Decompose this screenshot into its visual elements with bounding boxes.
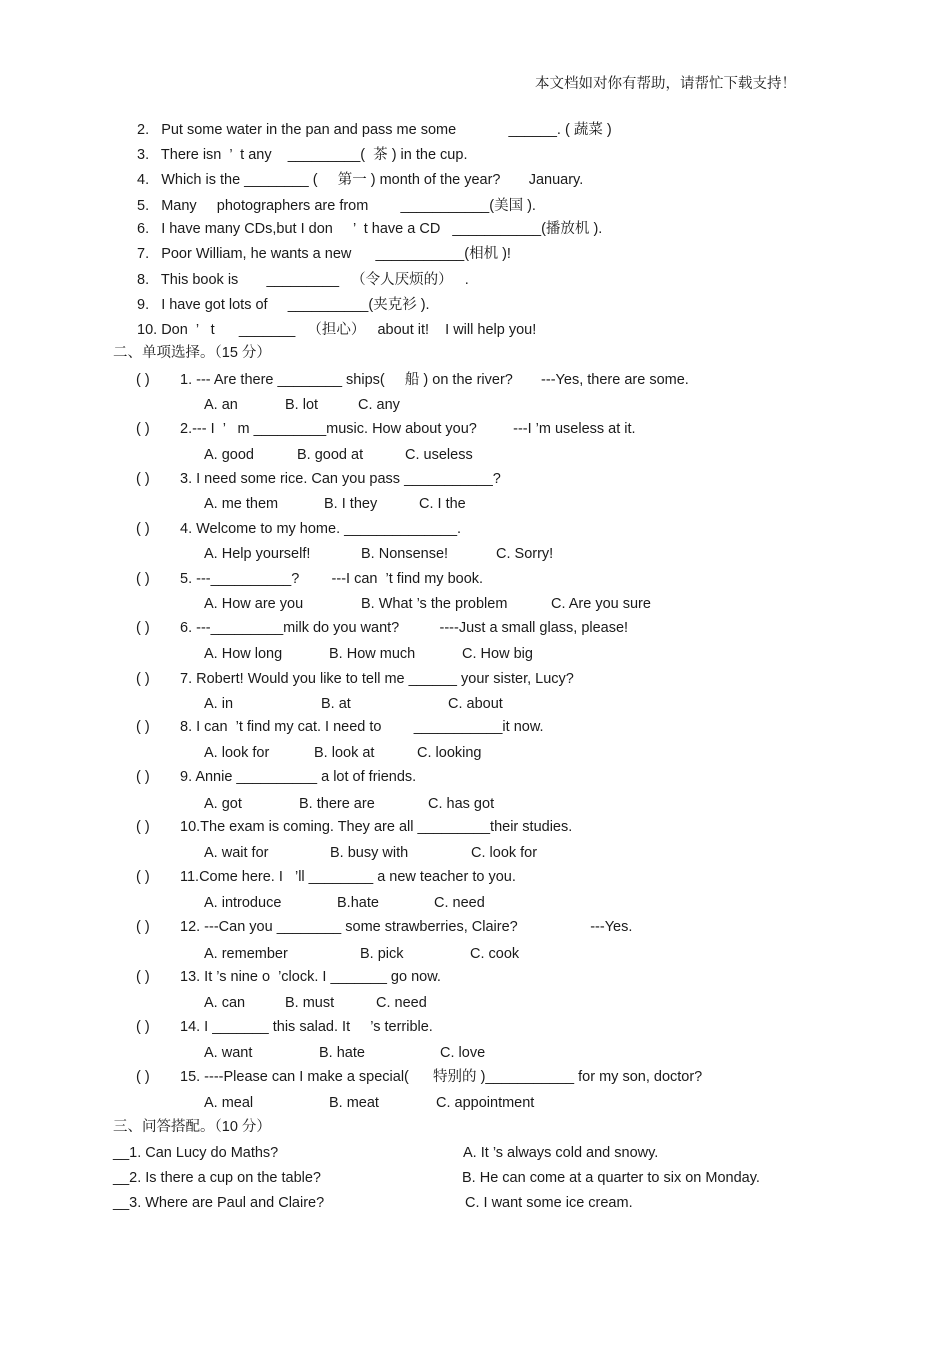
answer-blank: ( ) — [136, 719, 150, 735]
section-3-title: 三、问答搭配。（10 分） — [113, 1119, 271, 1135]
option-b: B. hate — [319, 1045, 365, 1061]
option-a: A. introduce — [204, 895, 282, 911]
option-c: C. need — [434, 895, 485, 911]
answer-blank: ( ) — [136, 620, 150, 636]
section-2-title: 二、单项选择。（15 分） — [113, 345, 271, 361]
option-a: A. How are you — [204, 596, 304, 612]
question-text: 1. --- Are there ________ ships( 船 ) on the river? ---Yes, there are some. — [180, 372, 689, 388]
fill-text: I have got lots of __________(夹克衫 ). — [161, 297, 430, 313]
match-question-3: __3. Where are Paul and Claire? — [113, 1195, 325, 1211]
option-b: B. must — [285, 995, 335, 1011]
option-a: A. wait for — [204, 845, 269, 861]
answer-blank: ( ) — [136, 869, 150, 885]
fill-text: Don ’ t _______ （担心） about it! I will help you! — [161, 322, 537, 338]
question-text: 10.The exam is coming. They are all _________their studies. — [180, 819, 573, 835]
answer-blank: ( ) — [136, 769, 150, 785]
answer-blank: ( ) — [136, 521, 150, 537]
fill-item-8 — [137, 270, 469, 290]
option-b: B. lot — [285, 397, 319, 413]
option-b: B. pick — [360, 946, 404, 962]
option-c: C. looking — [417, 745, 482, 761]
answer-blank: ( ) — [136, 372, 150, 388]
option-c: C. I the — [419, 496, 466, 512]
answer-blank: ( ) — [136, 421, 150, 437]
option-b: B. busy with — [330, 845, 409, 861]
question-text: 11.Come here. I ’ll ________ a new teacher to you. — [180, 869, 516, 885]
fill-number: 10. — [137, 322, 158, 338]
option-b: B. What ’s the problem — [361, 596, 508, 612]
option-a: A. good — [204, 447, 254, 463]
answer-blank: ( ) — [136, 571, 150, 587]
question-text: 8. I can ’t find my cat. I need to ___________it now. — [180, 719, 544, 735]
option-b: B.hate — [337, 895, 379, 911]
fill-item-5 — [137, 196, 536, 216]
fill-item-3 — [137, 145, 467, 165]
question-text: 13. It ’s nine o ’clock. I _______ go now. — [180, 969, 441, 985]
option-a: A. in — [204, 696, 234, 712]
match-answer-a: A. It ’s always cold and snowy. — [463, 1145, 659, 1161]
fill-item-4 — [137, 170, 583, 190]
option-c: C. need — [376, 995, 427, 1011]
option-c: C. any — [358, 397, 400, 413]
fill-text: Put some water in the pan and pass me some ______. ( 蔬菜 ) — [161, 122, 612, 138]
fill-text: Poor William, he wants a new ___________(相机 )! — [161, 246, 511, 262]
option-b: B. at — [321, 696, 351, 712]
option-a: A. got — [204, 796, 242, 812]
fill-number: 3. — [137, 147, 150, 163]
option-c: C. How big — [462, 646, 533, 662]
option-a: A. How long — [204, 646, 283, 662]
option-c: C. Are you sure — [551, 596, 651, 612]
fill-text: Which is the ________ ( 第一 ) month of the year? January. — [161, 172, 584, 188]
answer-blank: ( ) — [136, 919, 150, 935]
question-text: 3. I need some rice. Can you pass ___________? — [180, 471, 501, 487]
fill-text: There isn ’ t any _________( 茶 ) in the cup. — [160, 147, 468, 163]
question-text: 9. Annie __________ a lot of friends. — [180, 769, 417, 785]
header-note: 本文档如对你有帮助，请帮忙下载支持！ — [535, 76, 796, 92]
option-b: B. look at — [314, 745, 375, 761]
option-a: A. look for — [204, 745, 270, 761]
answer-blank: ( ) — [136, 671, 150, 687]
option-c: C. look for — [471, 845, 538, 861]
option-a: A. me them — [204, 496, 279, 512]
option-c: C. Sorry! — [496, 546, 554, 562]
fill-item-7 — [137, 244, 511, 264]
option-a: A. remember — [204, 946, 288, 962]
answer-blank: ( ) — [136, 1069, 150, 1085]
fill-number: 2. — [137, 122, 150, 138]
option-a: A. Help yourself! — [204, 546, 311, 562]
fill-text: Many photographers are from ___________(美国 ). — [161, 198, 536, 214]
option-a: A. meal — [204, 1095, 254, 1111]
fill-item-9 — [137, 295, 430, 315]
match-answer-c: C. I want some ice cream. — [465, 1195, 633, 1211]
fill-item-6 — [137, 219, 602, 239]
fill-text: This book is _________ （令人厌烦的） . — [160, 272, 469, 288]
option-b: B. Nonsense! — [361, 546, 449, 562]
fill-item-2 — [137, 120, 612, 140]
option-a: A. want — [204, 1045, 253, 1061]
fill-number: 6. — [137, 221, 150, 237]
question-text: 15. ----Please can I make a special( 特别的 )___________ for my son, doctor? — [180, 1069, 703, 1085]
question-text: 14. I _______ this salad. It ’s terrible. — [180, 1019, 433, 1035]
answer-blank: ( ) — [136, 1019, 150, 1035]
option-c: C. about — [448, 696, 503, 712]
option-b: B. meat — [329, 1095, 379, 1111]
question-text: 6. ---_________milk do you want? ----Just a small glass, please! — [180, 620, 629, 636]
option-c: C. useless — [405, 447, 473, 463]
option-b: B. How much — [329, 646, 416, 662]
fill-number: 5. — [137, 198, 150, 214]
question-text: 2.--- I ’ m _________music. How about you? ---I ’m useless at it. — [180, 421, 636, 437]
answer-blank: ( ) — [136, 819, 150, 835]
fill-number: 9. — [137, 297, 150, 313]
fill-number: 7. — [137, 246, 150, 262]
option-b: B. there are — [299, 796, 375, 812]
option-b: B. good at — [297, 447, 364, 463]
answer-blank: ( ) — [136, 471, 150, 487]
fill-number: 8. — [137, 272, 150, 288]
match-question-1: __1. Can Lucy do Maths? — [113, 1145, 279, 1161]
match-question-2: __2. Is there a cup on the table? — [113, 1170, 321, 1186]
option-b: B. I they — [324, 496, 378, 512]
option-c: C. appointment — [436, 1095, 535, 1111]
option-a: A. can — [204, 995, 246, 1011]
option-c: C. cook — [470, 946, 520, 962]
fill-number: 4. — [137, 172, 150, 188]
question-text: 12. ---Can you ________ some strawberries, Claire? ---Yes. — [180, 919, 633, 935]
option-c: C. love — [440, 1045, 486, 1061]
question-text: 5. ---__________? ---I can ’t find my book. — [180, 571, 484, 587]
option-c: C. has got — [428, 796, 495, 812]
match-answer-b: B. He can come at a quarter to six on Monday. — [462, 1170, 760, 1186]
question-text: 7. Robert! Would you like to tell me ______ your sister, Lucy? — [180, 671, 574, 687]
fill-text: I have many CDs,but I don ’ t have a CD ___________(播放机 ). — [161, 221, 603, 237]
option-a: A. an — [204, 397, 238, 413]
question-text: 4. Welcome to my home. ______________. — [180, 521, 462, 537]
answer-blank: ( ) — [136, 969, 150, 985]
fill-item-10 — [137, 320, 536, 340]
